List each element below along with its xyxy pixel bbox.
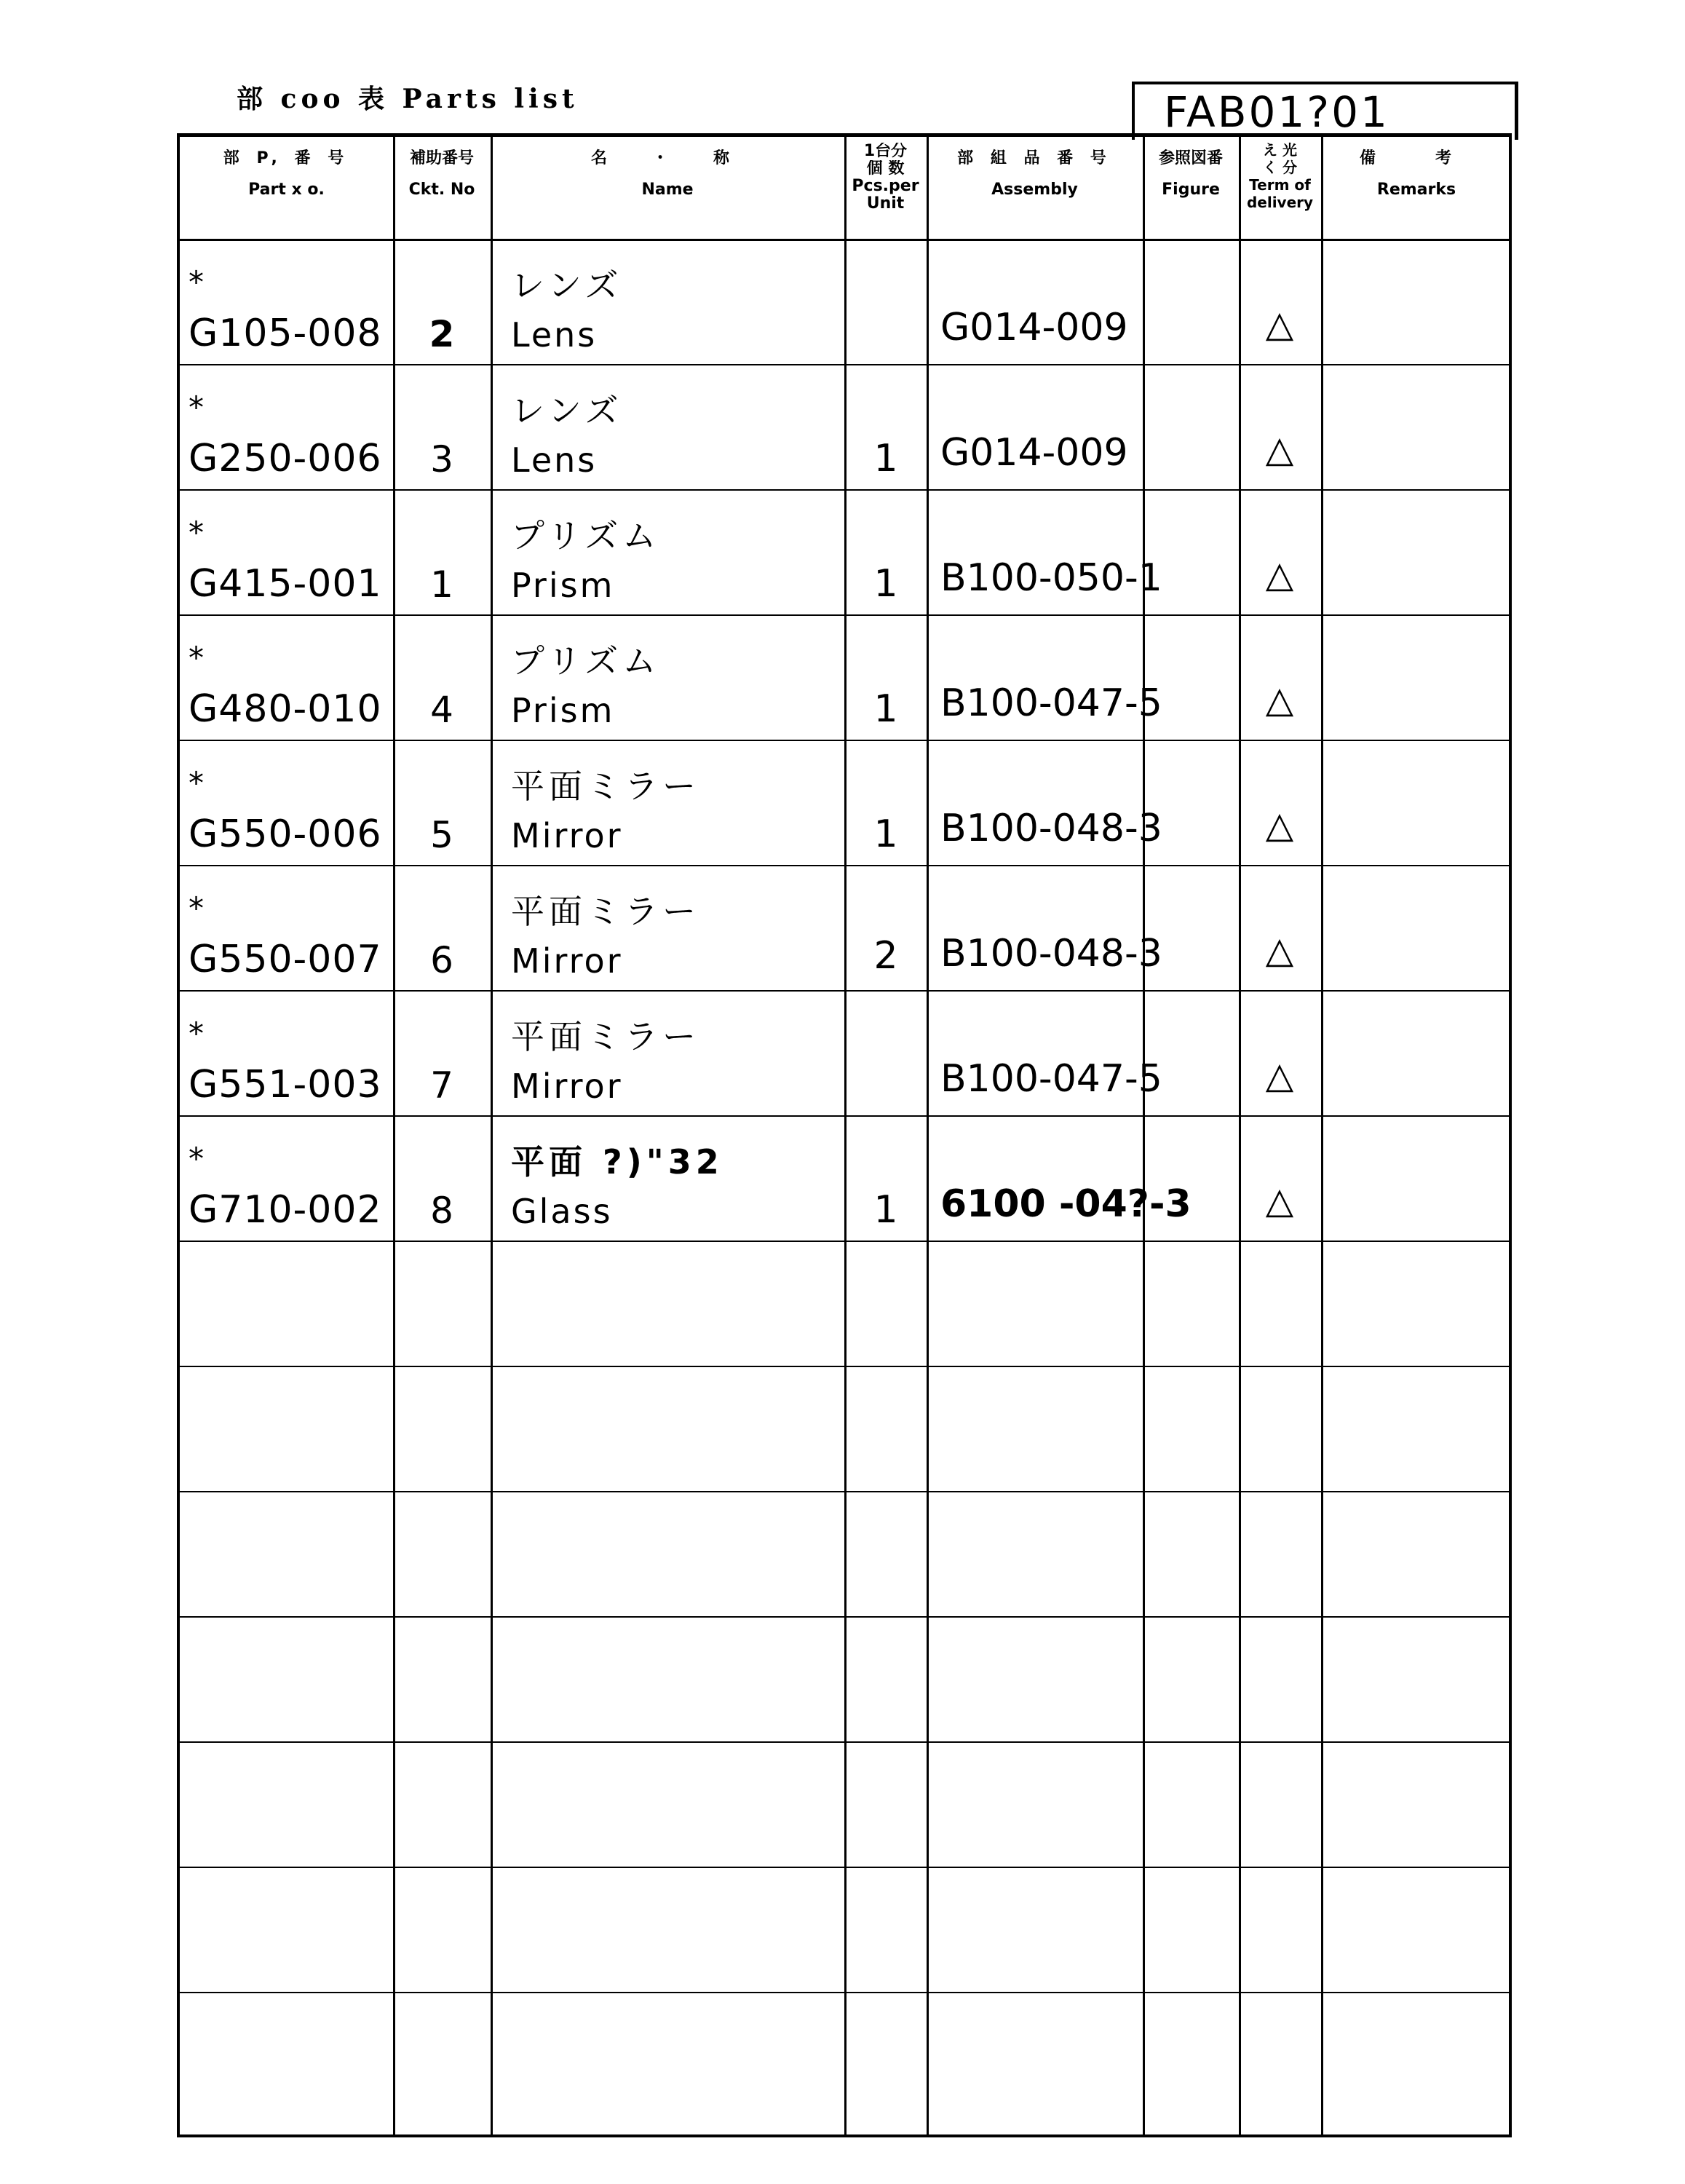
header-term-line2: く 分 (1263, 159, 1297, 176)
pcs-per-unit: 1 (873, 812, 898, 856)
header-pcs-line3: Pcs.per (852, 178, 919, 195)
header-ckt-no-jp: 補助番号 (409, 149, 474, 167)
row-divider (180, 1241, 1512, 1242)
delivery-triangle-icon: △ (1265, 678, 1294, 721)
header-divider (180, 239, 1509, 241)
header-term-line4: delivery (1246, 194, 1314, 211)
assembly-number: 6100 -04?-3 (940, 1182, 1192, 1226)
name-jp: プリズム (511, 641, 661, 681)
name-en: Mirror (511, 1067, 623, 1106)
header-remarks-en: Remarks (1376, 181, 1456, 199)
pcs-per-unit: 1 (873, 562, 898, 606)
assembly-number: B100-048-3 (940, 932, 1162, 976)
header-name-jp: 名 ・ 称 (590, 149, 744, 167)
name-jp: 平面ミラー (511, 767, 700, 806)
row-star: * (189, 890, 204, 926)
header-pcs-line4: Unit (866, 195, 905, 213)
ckt-number: 5 (430, 814, 453, 856)
pcs-per-unit: 1 (873, 1188, 898, 1232)
header-part-no-jp: 部 P, 番 号 (223, 149, 350, 167)
name-en: Glass (511, 1192, 613, 1231)
name-en: Prism (511, 566, 615, 605)
row-divider (180, 1616, 1512, 1618)
header-remarks (1321, 146, 1512, 202)
row-star: * (189, 1141, 204, 1176)
delivery-triangle-icon: △ (1265, 553, 1294, 596)
part-number: G480-010 (189, 687, 382, 731)
ckt-number: 3 (430, 438, 453, 480)
delivery-triangle-icon: △ (1265, 303, 1294, 345)
row-divider (180, 1741, 1512, 1743)
name-en: Mirror (511, 941, 623, 981)
column-divider (844, 137, 847, 2134)
row-divider (180, 489, 1512, 491)
name-jp: 平面ミラー (511, 892, 700, 931)
column-divider (491, 137, 493, 2134)
name-jp: レンズ (511, 391, 623, 430)
delivery-triangle-icon: △ (1265, 804, 1294, 846)
row-divider (180, 1867, 1512, 1868)
delivery-triangle-icon: △ (1265, 929, 1294, 971)
header-figure (1143, 146, 1239, 202)
assembly-number: B100-047-5 (940, 681, 1162, 725)
name-en: Prism (511, 691, 615, 730)
row-divider (180, 614, 1512, 616)
name-en: Lens (511, 315, 598, 355)
part-number: G105-008 (189, 312, 382, 355)
name-jp: プリズム (511, 516, 661, 555)
name-jp: 平面ミラー (511, 1017, 700, 1056)
column-divider (1143, 137, 1145, 2134)
name-en: Mirror (511, 816, 623, 855)
row-divider (180, 364, 1512, 365)
ckt-number: 7 (430, 1064, 453, 1107)
assembly-number: B100-048-3 (940, 807, 1162, 850)
row-divider (180, 1992, 1512, 1993)
column-divider (393, 137, 395, 2134)
header-pcs-line2: 個 数 (866, 160, 905, 178)
column-divider (927, 137, 929, 2134)
header-assembly-jp: 部 組 品 番 号 (957, 149, 1112, 167)
ckt-number: 6 (430, 939, 453, 981)
part-number: G710-002 (189, 1188, 382, 1232)
row-divider (180, 1115, 1512, 1117)
header-figure-en: Figure (1162, 181, 1220, 199)
page-title: 部 coo 表 Parts list (237, 84, 579, 114)
header-ckt-no-en: Ckt. No (408, 181, 475, 199)
assembly-number: G014-009 (940, 306, 1128, 349)
part-number: G550-007 (189, 938, 382, 981)
pcs-per-unit: 1 (873, 437, 898, 480)
header-remarks-jp: 備 考 (1359, 149, 1473, 167)
document-id: FAB01?01 (1164, 87, 1389, 137)
ckt-number: 1 (430, 563, 453, 606)
row-star: * (189, 515, 204, 550)
header-term-line1: え 光 (1263, 141, 1297, 159)
header-part-no-en: Part x o. (248, 181, 325, 199)
parts-table (177, 133, 1512, 2137)
header-term-line3: Term of (1249, 176, 1311, 194)
header-part-no (180, 146, 393, 202)
document-id-box (1132, 82, 1518, 140)
header-pcs-line1: 1台分 (863, 143, 908, 160)
ckt-number: 4 (430, 689, 453, 731)
header-assembly-en: Assembly (991, 181, 1078, 199)
delivery-triangle-icon: △ (1265, 1054, 1294, 1096)
assembly-number: G014-009 (940, 431, 1128, 475)
row-star: * (189, 765, 204, 801)
row-divider (180, 990, 1512, 992)
part-number: G551-003 (189, 1063, 382, 1107)
header-name (491, 146, 844, 202)
header-name-en: Name (641, 181, 694, 199)
name-en: Lens (511, 440, 598, 480)
part-number: G550-006 (189, 812, 382, 856)
pcs-per-unit: 1 (873, 687, 898, 731)
row-star: * (189, 389, 204, 425)
name-jp: 平面 ?)"32 (511, 1142, 723, 1182)
ckt-number: 2 (429, 313, 455, 355)
part-number: G415-001 (189, 562, 382, 606)
row-divider (180, 740, 1512, 741)
assembly-number: B100-047-5 (940, 1057, 1162, 1101)
row-star: * (189, 640, 204, 676)
row-star: * (189, 264, 204, 300)
ckt-number: 8 (430, 1190, 453, 1232)
pcs-per-unit: 2 (873, 934, 898, 978)
row-divider (180, 1491, 1512, 1492)
delivery-triangle-icon: △ (1265, 428, 1294, 470)
delivery-triangle-icon: △ (1265, 1179, 1294, 1222)
row-star: * (189, 1016, 204, 1051)
part-number: G250-006 (189, 437, 382, 480)
assembly-number: B100-050-1 (940, 556, 1162, 600)
header-pcs-per-unit (844, 143, 927, 213)
header-ckt-no (393, 146, 491, 202)
row-divider (180, 865, 1512, 866)
header-assembly (927, 146, 1143, 202)
row-divider (180, 1366, 1512, 1367)
header-term-of-delivery (1239, 141, 1321, 211)
header-figure-jp: 参照図番 (1158, 149, 1223, 167)
name-jp: レンズ (511, 266, 623, 305)
